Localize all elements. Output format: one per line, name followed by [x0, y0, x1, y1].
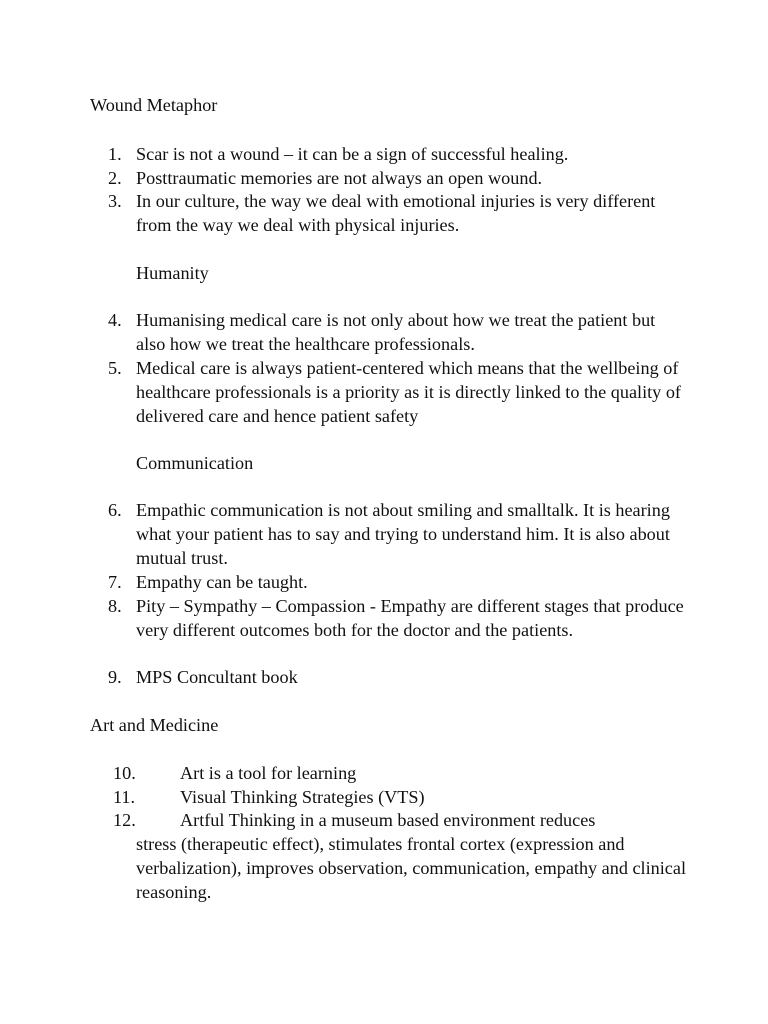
item-text: Medical care is always patient-centered which means that the wellbeing of healthcare professionals is a priority as it is directly linked to the quality of delivered care and hence patient safety [136, 358, 681, 426]
item-number: 4. [108, 310, 122, 330]
section-title-art-and-medicine: Art and Medicine [90, 715, 219, 735]
item-number: 7. [108, 572, 122, 592]
list-item [108, 808, 688, 904]
list-item [108, 498, 688, 570]
item-text: Art is a tool for learning [180, 763, 357, 783]
item-text: Empathic communication is not about smiling and smalltalk. It is hearing what your patient has to say and trying to understand him. It is also about mutual trust. [136, 500, 670, 568]
list-item [108, 356, 688, 428]
section-title-wound-metaphor: Wound Metaphor [90, 95, 218, 115]
list-item [108, 785, 688, 809]
item-text: Scar is not a wound – it can be a sign of successful healing. [136, 144, 569, 164]
item-number: 11. [113, 787, 136, 807]
item-text: Empathy can be taught. [136, 572, 308, 592]
list-item [108, 665, 688, 689]
item-number: 2. [108, 168, 122, 188]
section-title-communication: Communication [136, 453, 254, 473]
list-item [108, 166, 688, 190]
item-number: 8. [108, 596, 122, 616]
list-item [108, 761, 688, 785]
list-item [108, 142, 688, 166]
list-item [108, 594, 688, 642]
item-text: MPS Concultant book [136, 667, 298, 687]
item-text: Visual Thinking Strategies (VTS) [180, 787, 425, 807]
list-item [108, 570, 688, 594]
item-text: In our culture, the way we deal with emotional injuries is very different from the way we deal with physical injuries. [136, 191, 656, 235]
item-text: Pity – Sympathy – Compassion - Empathy are different stages that produce very different outcomes both for the doctor and the patients. [136, 596, 684, 640]
list-item [108, 308, 688, 356]
item-text: Posttraumatic memories are not always an open wound. [136, 168, 543, 188]
item-number: 10. [113, 763, 136, 783]
item-number: 1. [108, 144, 122, 164]
item-number: 9. [108, 667, 122, 687]
item-number: 12. [113, 810, 136, 830]
item-number: 6. [108, 500, 122, 520]
item-text-first-line: Artful Thinking in a museum based environment reduces [180, 810, 596, 830]
item-number: 3. [108, 191, 122, 211]
item-number: 5. [108, 358, 122, 378]
item-text-continuation: stress (therapeutic effect), stimulates frontal cortex (expression and verbalization), improves observation, communication, empathy and clinical reasoning. [136, 834, 687, 902]
section-title-humanity: Humanity [136, 263, 209, 283]
item-text: Humanising medical care is not only about how we treat the patient but also how we treat the healthcare professionals. [136, 310, 656, 354]
list-item [108, 189, 688, 237]
